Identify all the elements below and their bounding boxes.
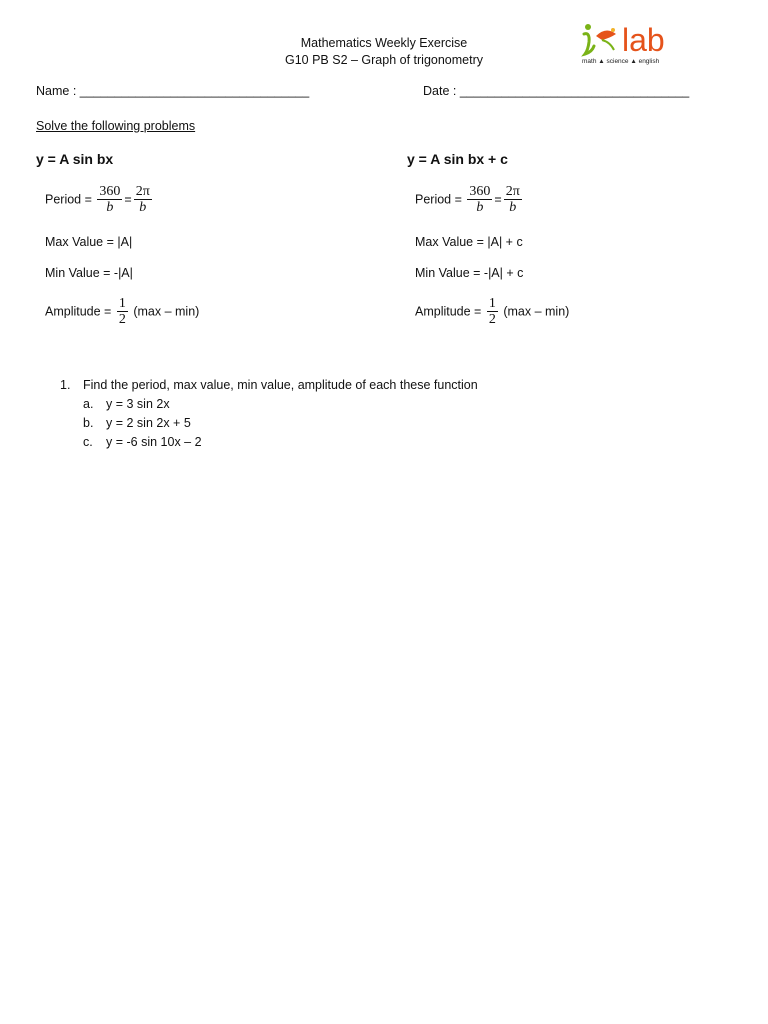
- period-label: Period =: [415, 192, 462, 207]
- worksheet-subtitle: G10 PB S2 – Graph of trigonometry: [284, 53, 484, 67]
- fraction-one-half: $\frac{1}{2}$: [488, 296, 496, 327]
- item-text: y = -6 sin 10x – 2: [106, 435, 202, 449]
- item-letter: c.: [83, 435, 93, 449]
- instructions: Solve the following problems: [36, 119, 196, 133]
- right-period-formula: [415, 184, 524, 215]
- left-min-value: Min Value = -|A|: [45, 266, 133, 280]
- fraction-2pi-over-b: $\frac{2\pi}{b}$: [505, 184, 520, 215]
- list-item: [60, 395, 478, 414]
- left-amplitude-formula: [45, 296, 199, 327]
- left-period-formula: [45, 184, 154, 215]
- name-blank: _________________________________: [79, 84, 310, 98]
- name-label: Name :: [36, 84, 77, 98]
- item-letter: a.: [83, 397, 94, 411]
- list-item: [60, 414, 478, 433]
- fraction-360-over-b: $\frac{360}{b}$: [469, 184, 491, 215]
- equals-sign: =: [124, 192, 132, 207]
- amplitude-label: Amplitude =: [415, 304, 482, 319]
- question-1: [60, 376, 478, 452]
- question-1-prompt: [60, 376, 478, 395]
- equals-sign: =: [494, 192, 502, 207]
- left-formula-title: y = A sin bx: [36, 151, 114, 167]
- list-item: [60, 433, 478, 452]
- right-min-value: Min Value = -|A| + c: [415, 266, 524, 280]
- logo-tagline: math ▲ science ▲ english: [582, 58, 660, 65]
- ilab-logo: [580, 20, 690, 68]
- fraction-2pi-over-b: $\frac{2\pi}{b}$: [135, 184, 150, 215]
- question-number: 1.: [60, 378, 71, 392]
- fraction-one-half: $\frac{1}{2}$: [118, 296, 126, 327]
- date-blank: _________________________________: [459, 84, 690, 98]
- item-text: y = 2 sin 2x + 5: [106, 416, 191, 430]
- item-text: y = 3 sin 2x: [106, 397, 170, 411]
- amplitude-rest: (max – min): [503, 304, 570, 319]
- item-letter: b.: [83, 416, 94, 430]
- left-max-value: Max Value = |A|: [45, 235, 133, 249]
- right-max-value: Max Value = |A| + c: [415, 235, 523, 249]
- fraction-360-over-b: $\frac{360}{b}$: [99, 184, 121, 215]
- right-amplitude-formula: [415, 296, 569, 327]
- name-field: [36, 84, 309, 98]
- worksheet-title: Mathematics Weekly Exercise: [300, 36, 468, 50]
- period-label: Period =: [45, 192, 92, 207]
- amplitude-rest: (max – min): [133, 304, 200, 319]
- date-field: [423, 84, 689, 98]
- right-formula-title: y = A sin bx + c: [407, 151, 508, 167]
- logo-wordmark: lab: [622, 22, 665, 58]
- amplitude-label: Amplitude =: [45, 304, 112, 319]
- question-text: Find the period, max value, min value, amplitude of each these function: [83, 378, 478, 392]
- date-label: Date :: [423, 84, 457, 98]
